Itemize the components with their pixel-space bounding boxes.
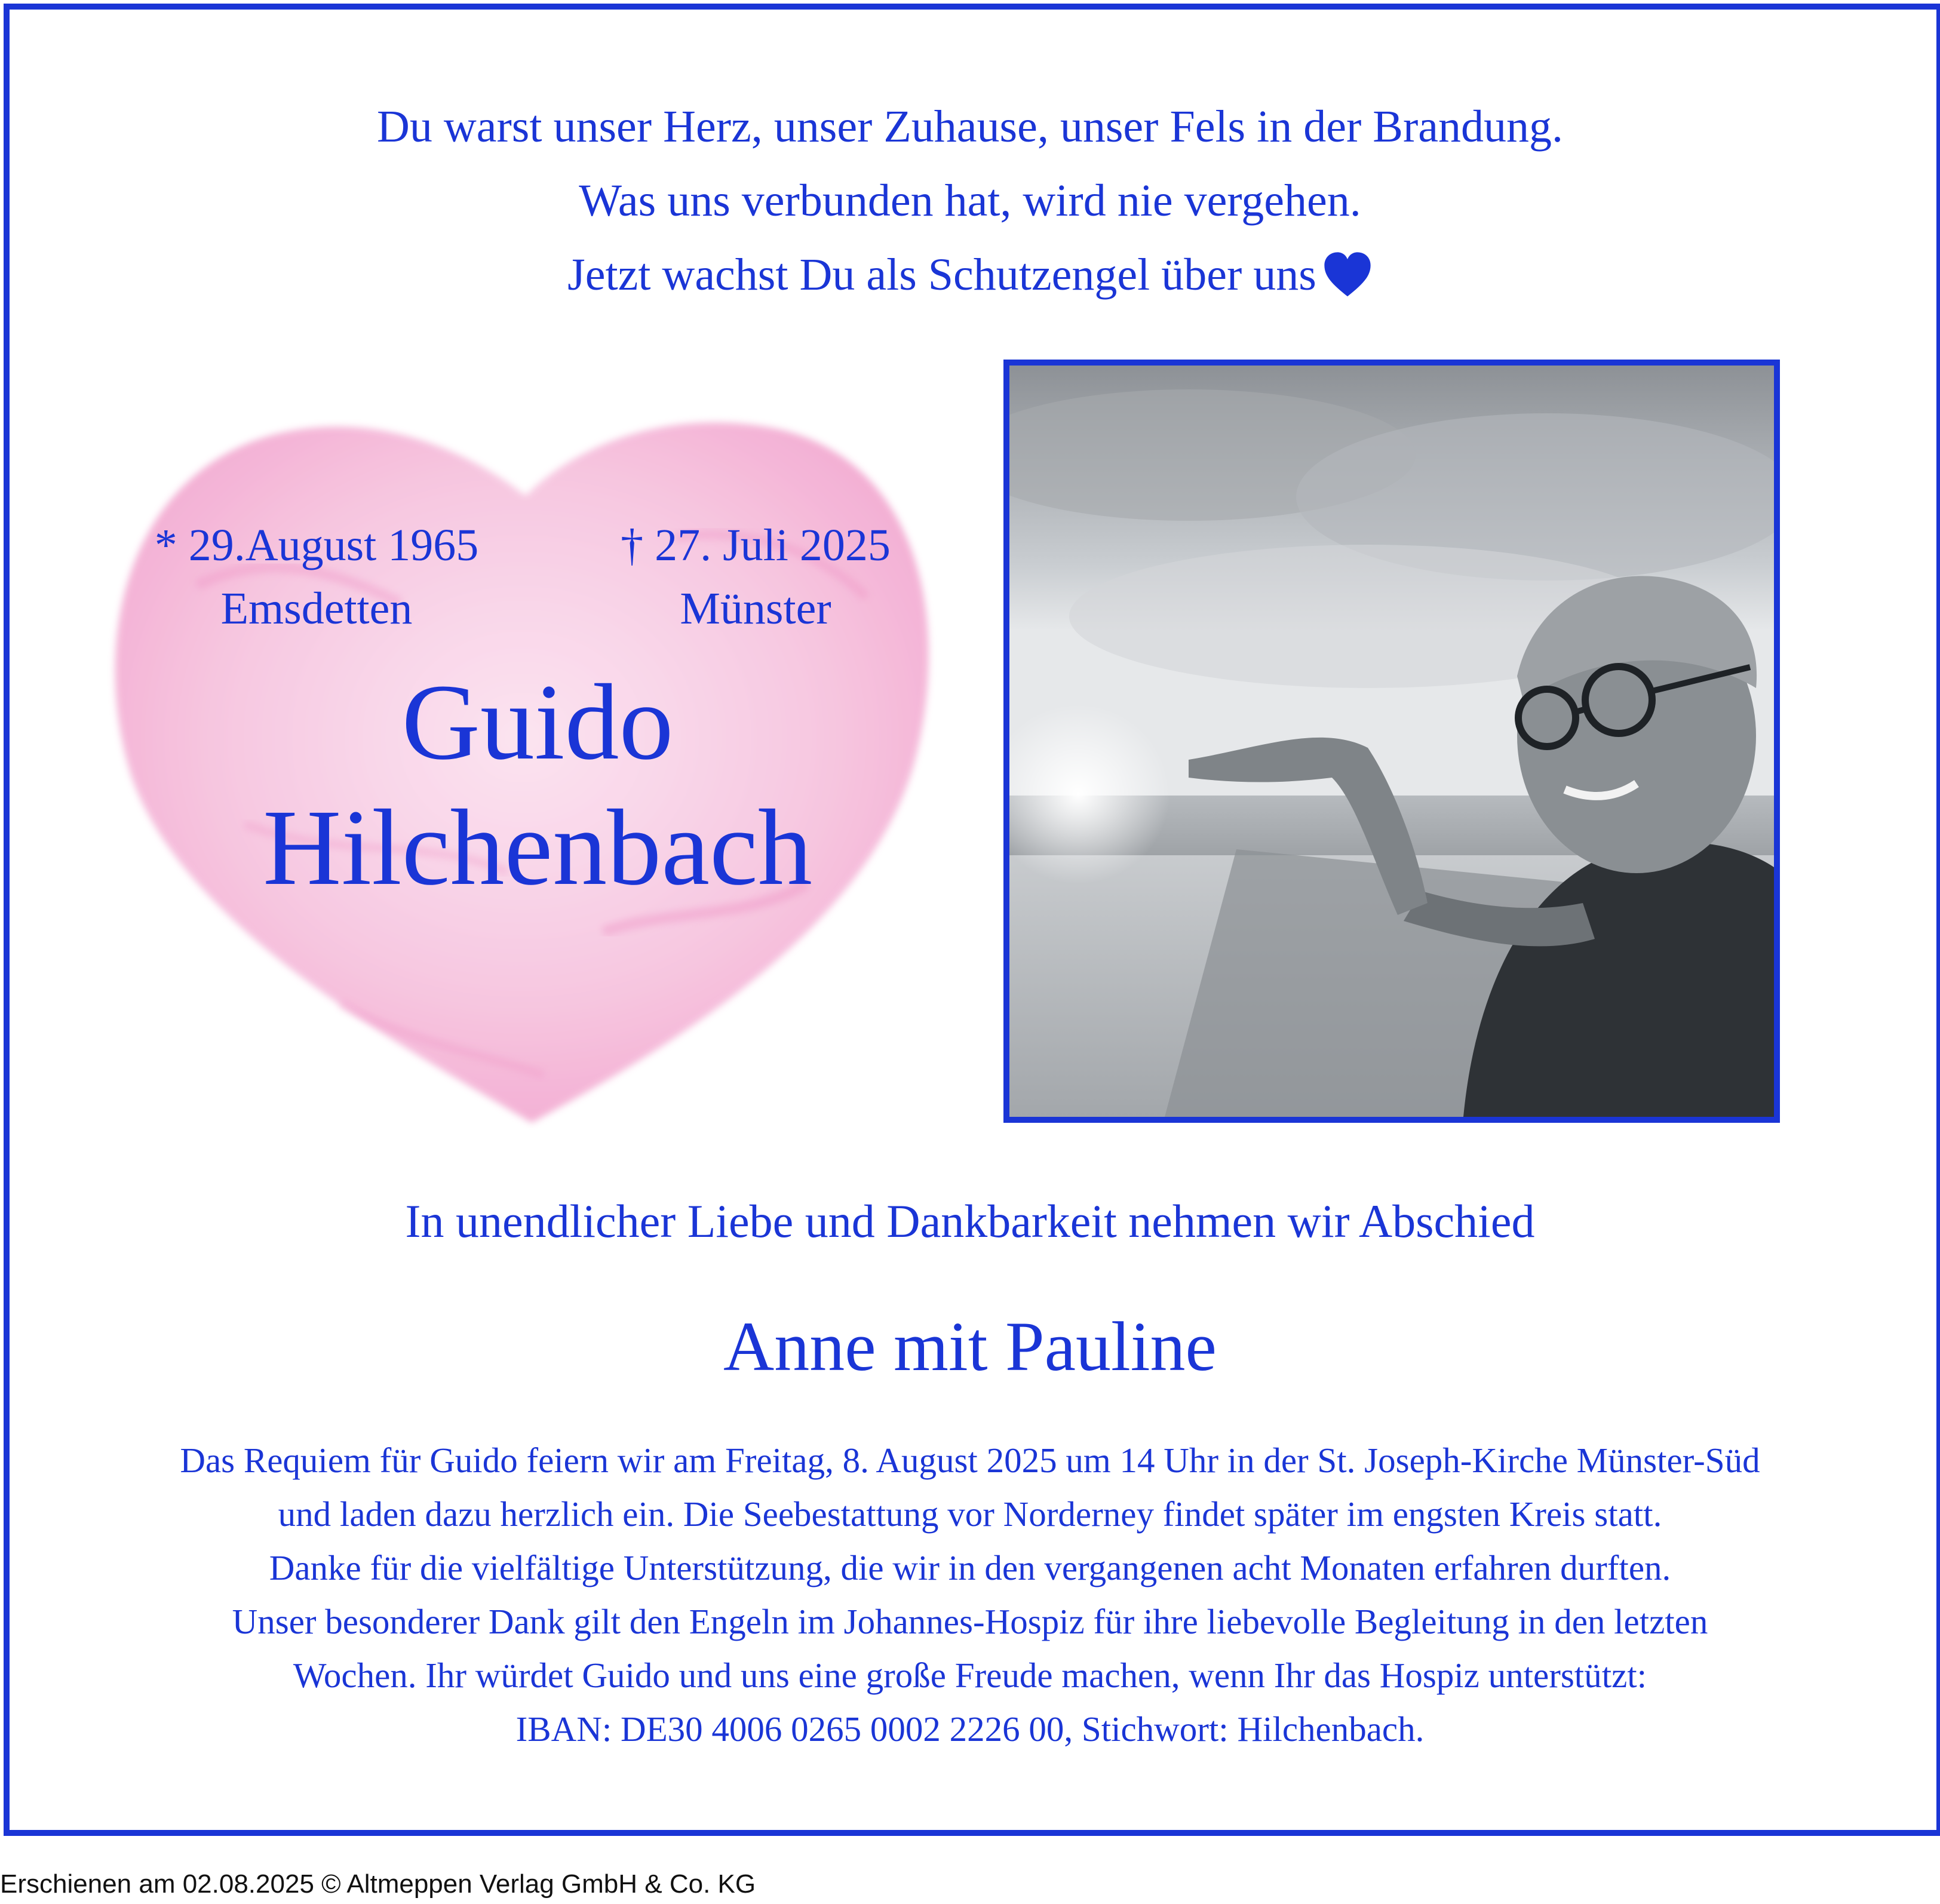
announcement-line: und laden dazu herzlich ein. Die Seebestattung vor Norderney findet später im engsten Kreis statt. (278, 1494, 1662, 1534)
heart-icon (1322, 250, 1373, 300)
announcement-line: Unser besonderer Dank gilt den Engeln im Johannes-Hospiz für ihre liebevolle Begleitung in den letzten (232, 1602, 1708, 1641)
last-name: Hilchenbach (263, 788, 812, 908)
photo-illustration (1009, 366, 1774, 1117)
birth-info (108, 514, 526, 640)
announcement-line: IBAN: DE30 4006 0265 0002 2226 00, Stichwort: Hilchenbach. (515, 1709, 1425, 1749)
verse-line-3 (0, 238, 1940, 312)
publication-footer: Erschienen am 02.08.2025 © Altmeppen Verlag GmbH & Co. KG (0, 1869, 756, 1899)
birth-place: Emsdetten (220, 584, 413, 634)
announcement-line: Danke für die vielfältige Unterstützung, die wir in den vergangenen acht Monaten erfahren durften. (269, 1548, 1671, 1587)
farewell-line: In unendlicher Liebe und Dankbarkeit nehmen wir Abschied (405, 1195, 1535, 1247)
first-name: Guido (401, 662, 674, 782)
portrait-photo (1003, 360, 1780, 1123)
announcement-line: Wochen. Ihr würdet Guido und uns eine große Freude machen, wenn Ihr das Hospiz unterstützt: (293, 1656, 1647, 1695)
death-info (561, 514, 950, 640)
death-date: † 27. Juli 2025 (621, 520, 891, 570)
announcement-line: Das Requiem für Guido feiern wir am Freitag, 8. August 2025 um 14 Uhr in der St. Joseph-Kirche Münster-Süd (180, 1441, 1760, 1480)
verse-line-1: Du warst unser Herz, unser Zuhause, unser Fels in der Brandung. (376, 102, 1564, 152)
family-names: Anne mit Pauline (723, 1307, 1217, 1386)
death-place: Münster (680, 584, 831, 634)
birth-date: * 29.August 1965 (154, 520, 479, 570)
verse-line-2: Was uns verbunden hat, wird nie vergehen. (579, 176, 1361, 226)
verse (0, 90, 1940, 312)
announcement-text (0, 1433, 1940, 1756)
verse-line-3-text: Jetzt wachst Du als Schutzengel über uns (567, 250, 1316, 300)
